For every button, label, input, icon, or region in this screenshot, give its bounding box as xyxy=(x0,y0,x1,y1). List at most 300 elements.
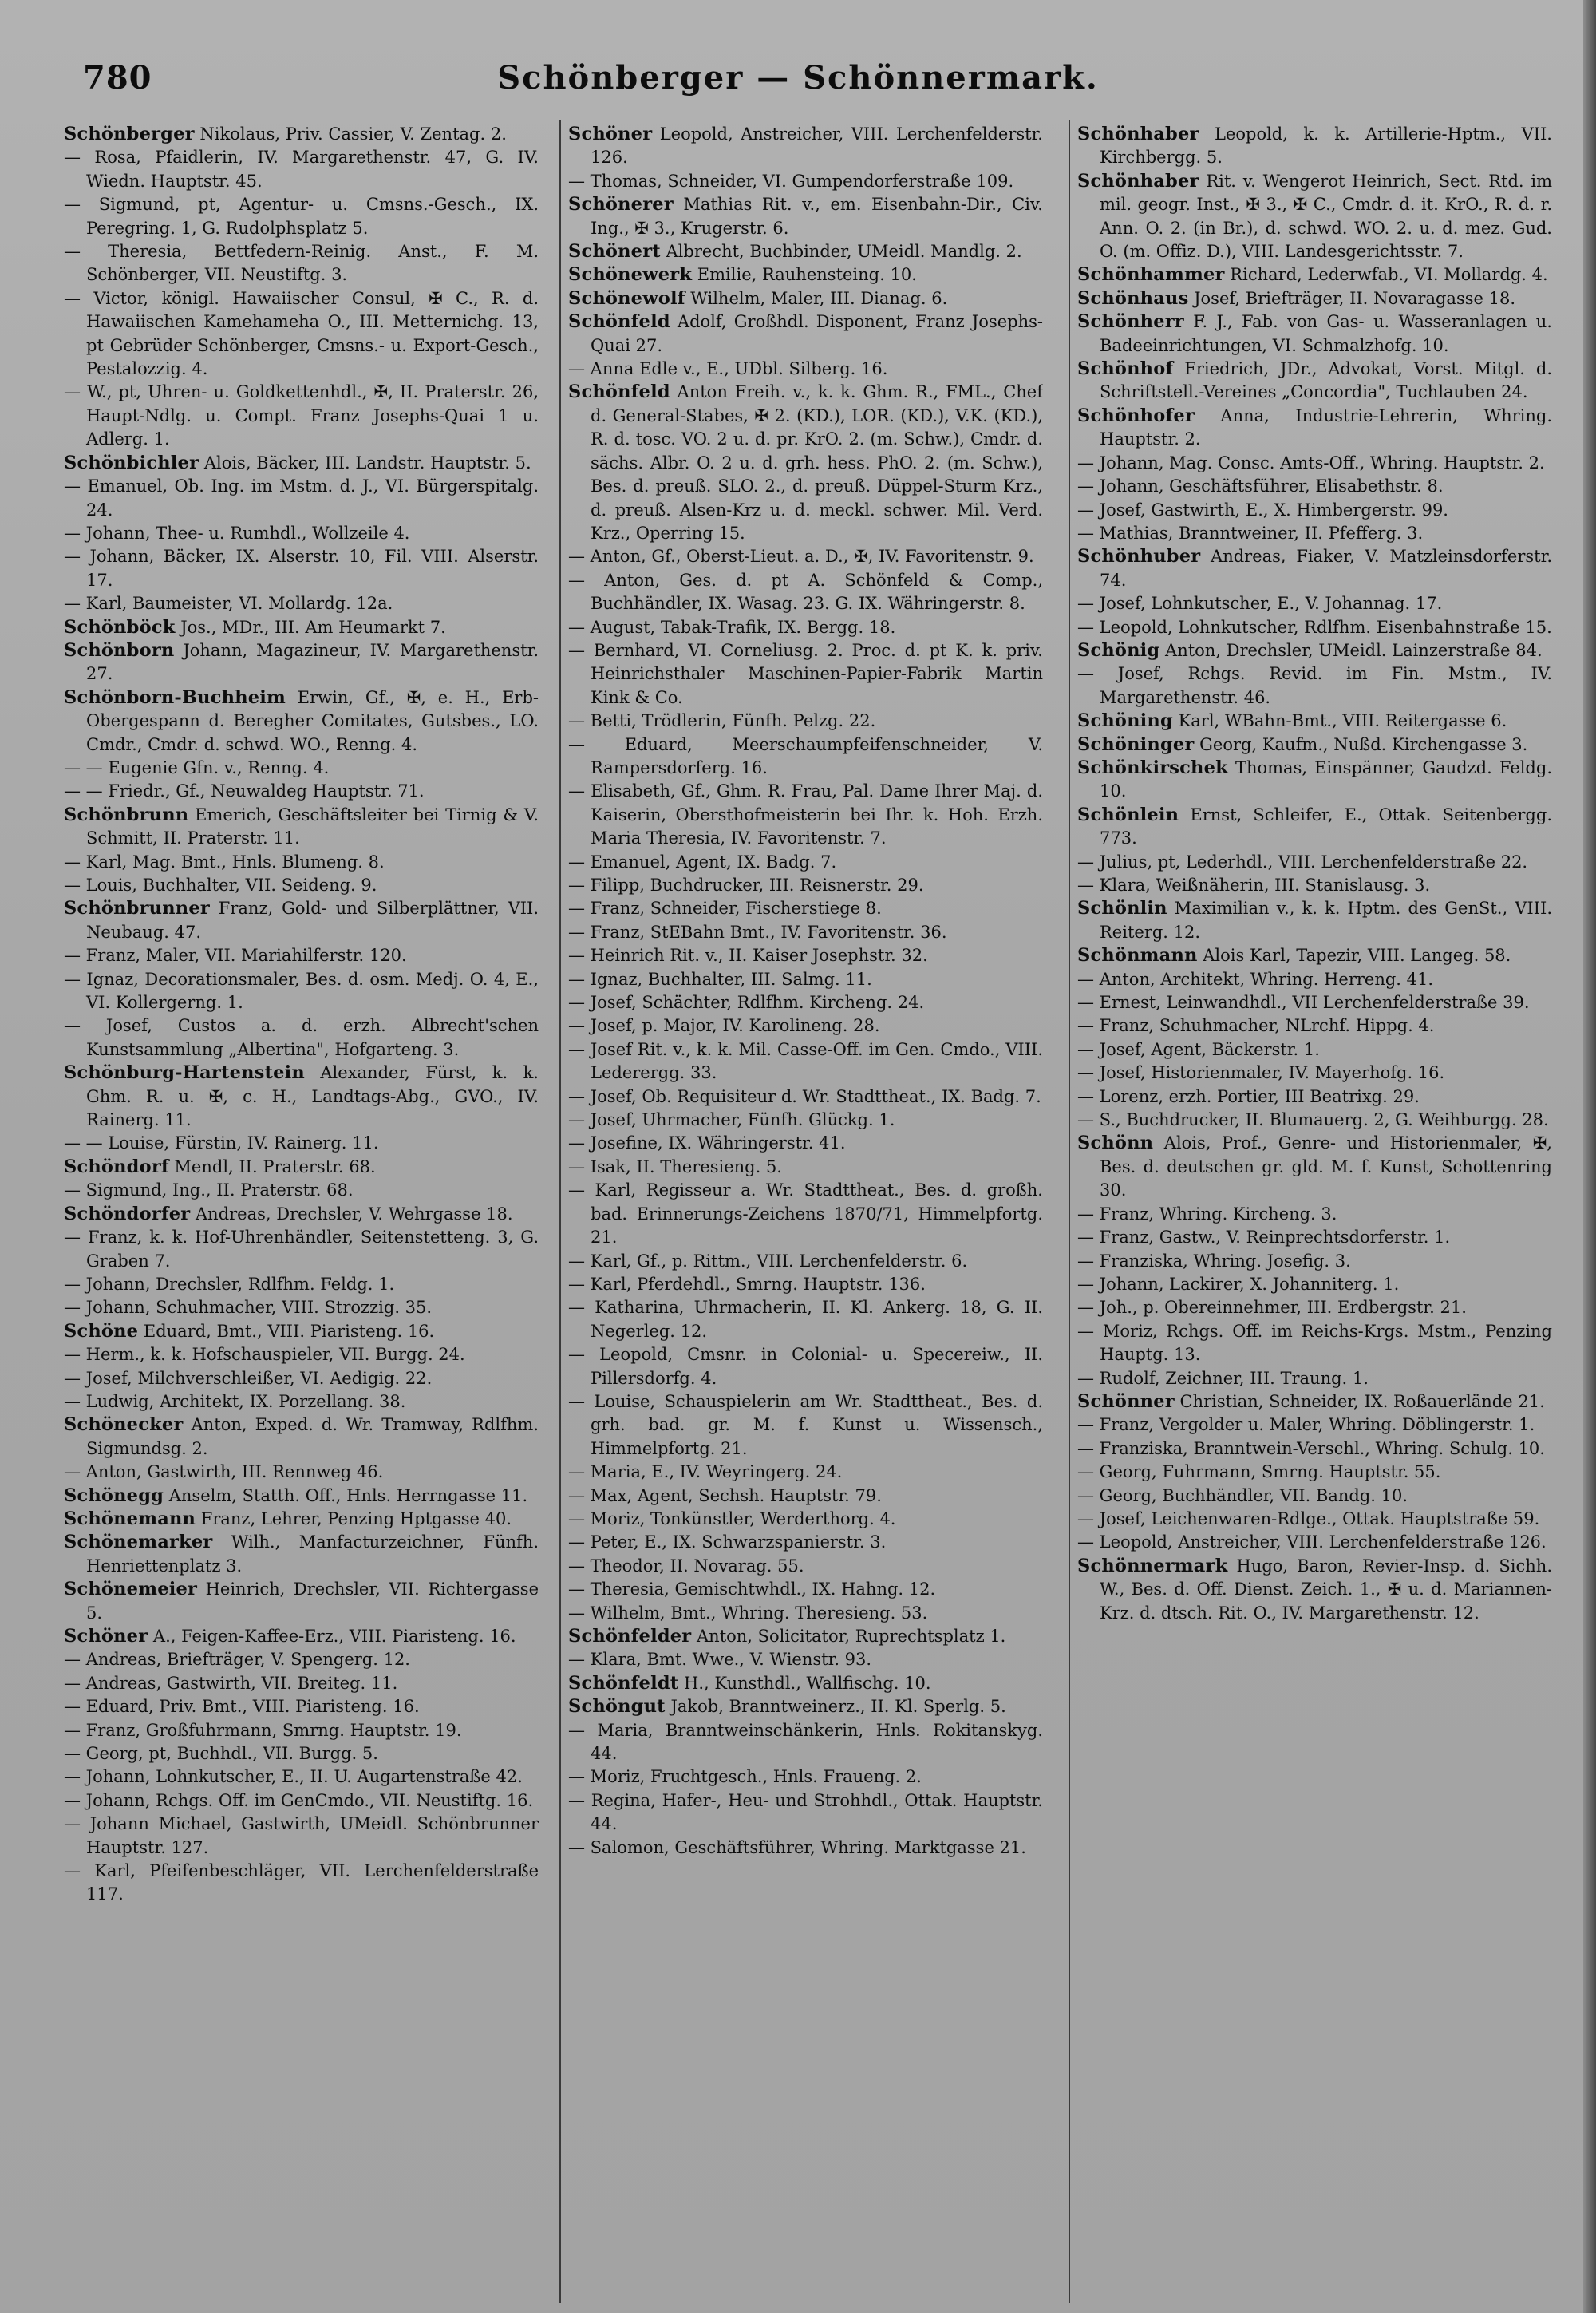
entry-details: — Johann, Thee- u. Rumhdl., Wollzeile 4. xyxy=(64,523,410,543)
directory-entry xyxy=(568,1390,1043,1461)
entry-details: — Ludwig, Architekt, IX. Porzellang. 38. xyxy=(64,1391,406,1411)
directory-entry xyxy=(568,1695,1043,1718)
directory-entry xyxy=(568,1132,1043,1155)
entry-surname: Schönfeld xyxy=(568,311,670,333)
directory-entry xyxy=(64,1226,539,1273)
entry-details: Mendl, II. Praterstr. 68. xyxy=(168,1156,376,1176)
directory-entry xyxy=(568,1625,1043,1648)
directory-entry xyxy=(64,686,539,757)
entry-details: Alois, Bäcker, III. Landstr. Hauptstr. 5. xyxy=(199,453,531,472)
entry-details: Nikolaus, Priv. Cassier, V. Zentag. 2. xyxy=(194,125,507,144)
directory-entry xyxy=(64,1719,539,1742)
entry-details: — Johann, Mag. Consc. Amts-Off., Whring. Hauptstr. 2. xyxy=(1077,453,1545,472)
entry-details: — Louise, Schauspielerin am Wr. Stadttheat., Bes. d. grh. bad. gr. M. f. Kunst u. Wissensch., Himmelpfortg. 21. xyxy=(568,1391,1043,1458)
directory-entry xyxy=(64,1320,539,1343)
entry-surname: Schönberger xyxy=(64,124,195,144)
entry-surname: Schönn xyxy=(1077,1133,1154,1154)
entry-details: — Bernhard, VI. Corneliusg. 2. Proc. d. pt K. k. priv. Heinrichsthaler Maschinen-Papier-Fabrik Martin Kink & Co. xyxy=(568,640,1043,707)
running-title: Schönberger — Schönnermark. xyxy=(497,59,1099,97)
directory-entry xyxy=(568,710,1043,733)
directory-entry xyxy=(64,780,539,803)
entry-surname: Schönemann xyxy=(64,1508,196,1529)
directory-entry xyxy=(1077,1085,1552,1109)
directory-column-3 xyxy=(1077,123,1552,2302)
entry-details: Hugo, Baron, Revier-Insp. d. Sichh. W., Bes. d. Off. Dienst. Zeich. 1., ✠ u. d. Mariannen-Krz. d. dtsch. Rit. O., IV. Margarethenstr. 12. xyxy=(1100,1556,1552,1623)
entry-details: Andreas, Fiaker, V. Matzleinsdorferstr. 74. xyxy=(1100,547,1552,590)
page-edge-shadow xyxy=(1583,0,1596,2313)
entry-details: — Herm., k. k. Hofschauspieler, VII. Burgg. 24. xyxy=(64,1345,465,1365)
directory-entry xyxy=(64,1343,539,1366)
entry-details: — Emanuel, Ob. Ing. im Mstm. d. J., VI. Bürgerspitalg. 24. xyxy=(64,476,539,520)
entry-details: Johann, Magazineur, IV. Margarethenstr. 27. xyxy=(86,640,539,684)
entry-details: — Johann, Drechsler, Rdlfhm. Feldg. 1. xyxy=(64,1274,395,1294)
directory-entry xyxy=(568,287,1043,310)
entry-details: — Victor, königl. Hawaiischer Consul, ✠ C., R. d. Hawaiischen Kamehameha O., III. Metternichg. 13, pt Gebrüder Schönberger, Cmsns.- u. Export-Gesch., Pestalozzig. 4. xyxy=(64,288,539,379)
entry-details: — Josef, Lohnkutscher, E., V. Johannag. 17. xyxy=(1077,594,1443,614)
entry-details: — Eduard, Priv. Bmt., VIII. Piaristeng. 16. xyxy=(64,1697,420,1717)
entry-surname: Schönhaus xyxy=(1077,287,1189,309)
entry-details: — Lorenz, erzh. Portier, III Beatrixg. 29. xyxy=(1077,1086,1420,1106)
directory-entry xyxy=(568,1273,1043,1296)
directory-entry xyxy=(64,1625,539,1648)
entry-details: — Katharina, Uhrmacherin, II. Kl. Ankerg. 18, G. II. Negerleg. 12. xyxy=(568,1298,1043,1341)
directory-entry xyxy=(1077,1250,1552,1273)
directory-entry xyxy=(1077,1203,1552,1226)
directory-entry xyxy=(64,1578,539,1625)
entry-surname: Schönemeier xyxy=(64,1579,198,1600)
entry-details: — Anton, Architekt, Whring. Herreng. 41. xyxy=(1077,969,1434,989)
directory-entry xyxy=(568,1109,1043,1132)
directory-entry xyxy=(1077,1367,1552,1390)
directory-entry xyxy=(568,1531,1043,1554)
directory-entry xyxy=(1077,662,1552,710)
entry-surname: Schönhofer xyxy=(1077,405,1195,426)
directory-entry xyxy=(568,1296,1043,1343)
entry-surname: Schönegg xyxy=(64,1485,164,1506)
entry-details: — Maria, E., IV. Weyringerg. 24. xyxy=(568,1462,843,1482)
directory-entry xyxy=(1077,1531,1552,1554)
directory-entry xyxy=(568,1156,1043,1179)
entry-details: — Moriz, Rchgs. Off. im Reichs-Krgs. Mstm., Penzing Hauptg. 13. xyxy=(1077,1321,1552,1365)
entry-details: — Theresia, Bettfedern-Reinig. Anst., F. M. Schönberger, VII. Neustiftg. 3. xyxy=(64,242,539,285)
entry-details: Alois, Prof., Genre- und Historienmaler, ✠, Bes. d. deutschen gr. gld. M. f. Kunst, Schottenring 30. xyxy=(1100,1133,1552,1200)
directory-entry xyxy=(1077,1485,1552,1508)
directory-entry xyxy=(1077,968,1552,991)
directory-entry xyxy=(568,1343,1043,1390)
directory-entry xyxy=(64,146,539,193)
entry-details: Alexander, Fürst, k. k. Ghm. R. u. ✠, c. H., Landtags-Abg., GVO., IV. Rainerg. 11. xyxy=(86,1063,539,1130)
directory-entry xyxy=(64,1014,539,1062)
directory-entry xyxy=(1077,1014,1552,1038)
directory-entry xyxy=(64,1742,539,1765)
directory-entry xyxy=(1077,452,1552,475)
directory-entry xyxy=(568,1602,1043,1625)
directory-entry xyxy=(1077,874,1552,897)
directory-entry xyxy=(1077,287,1552,310)
directory-entry xyxy=(1077,1132,1552,1202)
entry-details: — Peter, E., IX. Schwarzspanierstr. 3. xyxy=(568,1532,887,1552)
entry-surname: Schönborn-Buchheim xyxy=(64,686,286,708)
entry-details: Jos., MDr., III. Am Heumarkt 7. xyxy=(175,617,446,637)
entry-details: Emerich, Geschäftsleiter bei Tirnig & V. Schmitt, II. Praterstr. 11. xyxy=(86,805,539,848)
entry-details: Anton, Exped. d. Wr. Tramway, Rdlfhm. Sigmundsg. 2. xyxy=(86,1415,539,1458)
directory-entry xyxy=(568,1461,1043,1484)
directory-entry xyxy=(64,1156,539,1179)
entry-details: H., Kunsthdl., Wallfischg. 10. xyxy=(678,1673,931,1693)
entry-details: — Josef Rit. v., k. k. Mil. Casse-Off. im Gen. Cmdo., VIII. Lederergg. 33. xyxy=(568,1039,1043,1083)
entry-details: — Moriz, Fruchtgesch., Hnls. Fraueng. 2. xyxy=(568,1767,922,1787)
entry-details: Heinrich, Drechsler, VII. Richtergasse 5. xyxy=(86,1580,539,1623)
entry-details: — W., pt, Uhren- u. Goldkettenhdl., ✠, II. Praterstr. 26, Haupt-Ndlg. u. Compt. Franz Josephs-Quai 1 u. Adlerg. 1. xyxy=(64,382,539,449)
entry-details: — Isak, II. Theresieng. 5. xyxy=(568,1156,782,1176)
entry-details: — Franz, StEBahn Bmt., IV. Favoritenstr. 36. xyxy=(568,922,947,942)
entry-surname: Schöninger xyxy=(1077,733,1195,755)
entry-surname: Schönerer xyxy=(568,194,674,215)
entry-surname: Schönfeld xyxy=(568,382,670,403)
entry-details: — Maria, Branntweinschänkerin, Hnls. Rokitanskyg. 44. xyxy=(568,1720,1043,1764)
directory-entry xyxy=(64,1508,539,1531)
entry-surname: Schönborn xyxy=(64,639,175,661)
directory-entry xyxy=(1077,123,1552,170)
entry-details: — Rosa, Pfaidlerin, IV. Margarethenstr. 47, G. IV. Wiedn. Hauptstr. 45. xyxy=(64,148,539,191)
entry-surname: Schönert xyxy=(568,241,661,263)
entry-details: — Andreas, Gastwirth, VII. Breiteg. 11. xyxy=(64,1673,398,1693)
directory-entry xyxy=(1077,263,1552,287)
entry-details: — Johann, Schuhmacher, VIII. Strozzig. 35. xyxy=(64,1298,433,1318)
directory-entry xyxy=(64,592,539,615)
directory-entry xyxy=(1077,1437,1552,1461)
entry-details: — Heinrich Rit. v., II. Kaiser Josephstr. 32. xyxy=(568,946,928,966)
entry-details: — Johann, Bäcker, IX. Alserstr. 10, Fil. VIII. Alserstr. 17. xyxy=(64,547,539,590)
directory-entry xyxy=(568,1179,1043,1249)
entry-surname: Schönnermark xyxy=(1077,1555,1228,1576)
directory-entry xyxy=(64,123,539,146)
entry-details: Ernst, Schleifer, E., Ottak. Seitenbergg. 773. xyxy=(1100,805,1552,848)
entry-details: Anselm, Statth. Off., Hnls. Herrngasse 11. xyxy=(164,1485,528,1505)
directory-entry xyxy=(64,804,539,851)
directory-entry xyxy=(64,1531,539,1578)
directory-entry xyxy=(1077,757,1552,804)
entry-details: — Joh., p. Obereinnehmer, III. Erdbergstr. 21. xyxy=(1077,1298,1467,1318)
directory-entry xyxy=(568,1719,1043,1766)
directory-entry xyxy=(568,1648,1043,1671)
entry-surname: Schönbrunn xyxy=(64,804,189,825)
entry-details: — Moriz, Tonkünstler, Werderthorg. 4. xyxy=(568,1508,896,1528)
entry-details: — Josefine, IX. Währingerstr. 41. xyxy=(568,1133,846,1153)
entry-details: — Josef, Schächter, Rdlfhm. Kircheng. 24. xyxy=(568,993,925,1013)
entry-details: — Johann, Geschäftsführer, Elisabethstr. 8. xyxy=(1077,476,1444,496)
entry-details: — Betti, Trödlerin, Fünfh. Pelzg. 22. xyxy=(568,711,876,731)
entry-details: — Georg, Fuhrmann, Smrng. Hauptstr. 55. xyxy=(1077,1462,1441,1482)
entry-surname: Schönewolf xyxy=(568,287,685,309)
entry-details: — — Louise, Fürstin, IV. Rainerg. 11. xyxy=(64,1133,379,1153)
entry-details: — Franziska, Whring. Josefig. 3. xyxy=(1077,1251,1351,1271)
directory-entry xyxy=(64,1789,539,1813)
entry-surname: Schönewerk xyxy=(568,264,693,286)
entry-details: Franz, Lehrer, Penzing Hptgasse 40. xyxy=(196,1508,512,1528)
directory-entry xyxy=(568,1789,1043,1837)
entry-surname: Schönmann xyxy=(1077,945,1198,967)
entry-details: Anton, Drechsler, UMeidl. Lainzerstraße 84. xyxy=(1159,640,1543,660)
entry-details: — Anna Edle v., E., UDbl. Silberg. 16. xyxy=(568,359,888,379)
directory-entry xyxy=(64,1390,539,1414)
directory-entry xyxy=(1077,991,1552,1014)
directory-entry xyxy=(1077,522,1552,545)
entry-surname: Schönemarker xyxy=(64,1532,213,1553)
entry-surname: Schöndorf xyxy=(64,1156,169,1177)
entry-surname: Schönhammer xyxy=(1077,264,1225,286)
entry-details: — Anton, Ges. d. pt A. Schönfeld & Comp., Buchhändler, IX. Wasag. 23. G. IX. Währingerstr. 8. xyxy=(568,570,1043,614)
directory-entry xyxy=(64,1062,539,1132)
directory-entry xyxy=(568,1014,1043,1038)
entry-details: — — Eugenie Gfn. v., Renng. 4. xyxy=(64,757,330,777)
entry-details: — Johann, Rchgs. Off. im GenCmdo., VII. Neustiftg. 16. xyxy=(64,1790,534,1810)
directory-entry xyxy=(568,358,1043,381)
entry-details: Jakob, Branntweinerz., II. Kl. Sperlg. 5. xyxy=(665,1697,1006,1717)
entry-details: — Regina, Hafer-, Heu- und Strohhdl., Ottak. Hauptstr. 44. xyxy=(568,1790,1043,1834)
entry-surname: Schönherr xyxy=(1077,311,1184,333)
directory-entry xyxy=(64,287,539,382)
entry-details: — Ignaz, Decorationsmaler, Bes. d. osm. Medj. O. 4, E., VI. Kollergerng. 1. xyxy=(64,969,539,1013)
entry-details: — Johann, Lohnkutscher, E., II. U. Augartenstraße 42. xyxy=(64,1767,523,1787)
entry-surname: Schöning xyxy=(1077,710,1173,732)
directory-column-1 xyxy=(64,123,539,2302)
column-divider xyxy=(1069,120,1070,2303)
directory-entry xyxy=(1077,310,1552,358)
directory-entry xyxy=(64,1765,539,1789)
entry-details: Rit. v. Wengerot Heinrich, Sect. Rtd. im mil. geogr. Inst., ✠ 3., ✠ C., Cmdr. d. it. KrO., R. d. r. Ann. O. 2. (in Br.), d. schwd. WO. 2. u. d. mez. Gud. O. (m. Offiz. D.), VIII. Landesgerichtsstr. 7. xyxy=(1100,171,1552,262)
directory-entry xyxy=(568,170,1043,193)
entry-details: — Filipp, Buchdrucker, III. Reisnerstr. 29. xyxy=(568,876,924,895)
entry-details: A., Feigen-Kaffee-Erz., VIII. Piaristeng. 16. xyxy=(148,1627,516,1646)
entry-details: Maximilian v., k. k. Hptm. des GenSt., VIII. Reiterg. 12. xyxy=(1100,899,1552,942)
directory-entry xyxy=(568,310,1043,358)
entry-surname: Schöne xyxy=(64,1320,139,1342)
entry-details: — Karl, Gf., p. Rittm., VIII. Lerchenfelderstr. 6. xyxy=(568,1251,968,1271)
entry-surname: Schönecker xyxy=(64,1414,184,1436)
entry-details: Josef, Briefträger, II. Novaragasse 18. xyxy=(1188,288,1516,308)
entry-surname: Schönig xyxy=(1077,639,1160,661)
directory-entry xyxy=(1077,1296,1552,1319)
entry-details: — Ernest, Leinwandhdl., VII Lerchenfelderstraße 39. xyxy=(1077,993,1530,1013)
entry-surname: Schöner xyxy=(568,124,653,144)
directory-entry xyxy=(1077,733,1552,757)
directory-entry xyxy=(64,944,539,967)
directory-entry xyxy=(1077,592,1552,615)
entry-details: Mathias Rit. v., em. Eisenbahn-Dir., Civ. Ing., ✠ 3., Krugerstr. 6. xyxy=(591,195,1043,238)
entry-surname: Schönfeldt xyxy=(568,1672,679,1694)
entry-details: — Emanuel, Agent, IX. Badg. 7. xyxy=(568,852,837,872)
entry-details: — Julius, pt, Lederhdl., VIII. Lerchenfelderstraße 22. xyxy=(1077,852,1528,872)
entry-details: — Franz, Schuhmacher, NLrchf. Hippg. 4. xyxy=(1077,1016,1435,1036)
entry-details: — Anton, Gf., Oberst-Lieut. a. D., ✠, IV. Favoritenstr. 9. xyxy=(568,547,1034,567)
directory-entry xyxy=(1077,639,1552,662)
directory-entry xyxy=(568,193,1043,240)
entry-details: — Sigmund, Ing., II. Praterstr. 68. xyxy=(64,1180,354,1200)
directory-entry xyxy=(1077,616,1552,639)
directory-entry xyxy=(64,616,539,639)
entry-surname: Schöngut xyxy=(568,1696,666,1718)
entry-details: — Andreas, Briefträger, V. Spengerg. 12. xyxy=(64,1650,410,1670)
entry-details: — Franz, k. k. Hof-Uhrenhändler, Seitenstetteng. 3, G. Graben 7. xyxy=(64,1228,539,1271)
entry-surname: Schöner xyxy=(64,1626,148,1647)
directory-entry xyxy=(568,1837,1043,1860)
entry-details: F. J., Fab. von Gas- u. Wasseranlagen u. Badeeinrichtungen, VI. Schmalzhofg. 10. xyxy=(1100,312,1552,355)
entry-details: Wilh., Manfacturzeichner, Fünfh. Henriettenplatz 3. xyxy=(86,1532,539,1576)
directory-entry xyxy=(64,1695,539,1718)
entry-details: Christian, Schneider, IX. Roßauerlände 21. xyxy=(1174,1391,1545,1411)
directory-entry xyxy=(568,1672,1043,1695)
directory-entry xyxy=(568,1578,1043,1601)
entry-details: — Elisabeth, Gf., Ghm. R. Frau, Pal. Dame Ihrer Maj. d. Kaiserin, Obersthofmeisterin bei Ihr. k. Hoh. Erzh. Maria Theresia, IV. Favoritenstr. 7. xyxy=(568,781,1043,848)
directory-entry xyxy=(64,522,539,545)
directory-entry xyxy=(64,1813,539,1860)
entry-details: — Franz, Maler, VII. Mariahilferstr. 120. xyxy=(64,946,407,966)
entry-details: — S., Buchdrucker, II. Blumauerg. 2, G. Weihburgg. 28. xyxy=(1077,1110,1549,1130)
directory-entry xyxy=(64,1461,539,1484)
entry-details: — Theresia, Gemischtwhdl., IX. Hahng. 12. xyxy=(568,1580,936,1599)
directory-entry xyxy=(568,944,1043,967)
directory-entry xyxy=(568,921,1043,944)
directory-entry xyxy=(1077,1062,1552,1085)
directory-entry xyxy=(1077,545,1552,592)
directory-entry xyxy=(568,381,1043,545)
page-number: 780 xyxy=(83,59,152,97)
directory-entry xyxy=(1077,1109,1552,1132)
entry-surname: Schönlin xyxy=(1077,898,1167,919)
entry-details: — Josef, Gastwirth, E., X. Himbergerstr. 99. xyxy=(1077,500,1448,520)
directory-entry xyxy=(568,1485,1043,1508)
entry-details: — Klara, Weißnäherin, III. Stanislausg. 3. xyxy=(1077,876,1431,895)
entry-details: — — Friedr., Gf., Neuwaldeg Hauptstr. 71. xyxy=(64,781,425,801)
entry-details: — Leopold, Anstreicher, VIII. Lerchenfelderstraße 126. xyxy=(1077,1532,1547,1552)
entry-surname: Schönhaber xyxy=(1077,170,1199,192)
entry-details: — Sigmund, pt, Agentur- u. Cmsns.-Gesch., IX. Peregring. 1, G. Rudolphsplatz 5. xyxy=(64,195,539,238)
directory-entry xyxy=(64,1273,539,1296)
directory-entry xyxy=(568,968,1043,991)
directory-entry xyxy=(1077,1226,1552,1249)
entry-surname: Schönbichler xyxy=(64,452,200,473)
entry-details: Andreas, Drechsler, V. Wehrgasse 18. xyxy=(190,1204,513,1224)
entry-details: — Josef, Ob. Requisiteur d. Wr. Stadttheat., IX. Badg. 7. xyxy=(568,1086,1041,1106)
entry-details: — Josef, Rchgs. Revid. im Fin. Mstm., IV. Margarethenstr. 46. xyxy=(1077,664,1552,707)
entry-details: Anna, Industrie-Lehrerin, Whring. Hauptstr. 2. xyxy=(1100,405,1552,449)
entry-details: Wilhelm, Maler, III. Dianag. 6. xyxy=(685,288,948,308)
entry-details: — Eduard, Meerschaumpfeifenschneider, V. Rampersdorferg. 16. xyxy=(568,734,1043,777)
directory-entry xyxy=(64,545,539,592)
entry-details: — Georg, pt, Buchhdl., VII. Burgg. 5. xyxy=(64,1744,378,1764)
entry-details: — Mathias, Branntweiner, II. Pfefferg. 3. xyxy=(1077,523,1424,543)
entry-details: — Josef, Leichenwaren-Rdlge., Ottak. Hauptstraße 59. xyxy=(1077,1508,1540,1528)
directory-entry xyxy=(64,1648,539,1671)
directory-entry xyxy=(568,263,1043,287)
directory-entry xyxy=(64,897,539,944)
directory-entry xyxy=(64,1367,539,1390)
entry-surname: Schönburg-Hartenstein xyxy=(64,1062,305,1084)
directory-entry xyxy=(568,780,1043,850)
entry-surname: Schönbrunner xyxy=(64,898,210,919)
directory-entry xyxy=(1077,897,1552,944)
entry-details: — Karl, Regisseur a. Wr. Stadttheat., Bes. d. großh. bad. Erinnerungs-Zeichens 1870/71, Himmelpfortg. 21. xyxy=(568,1180,1043,1247)
entry-details: — Leopold, Lohnkutscher, Rdlfhm. Eisenbahnstraße 15. xyxy=(1077,617,1552,637)
entry-details: — Josef, p. Major, IV. Karolineng. 28. xyxy=(568,1016,880,1036)
directory-entry xyxy=(64,1860,539,1907)
directory-entry xyxy=(64,1203,539,1226)
directory-entry xyxy=(568,1508,1043,1531)
directory-entry xyxy=(1077,1273,1552,1296)
entry-details: Erwin, Gf., ✠, e. H., Erb-Obergespann d. Beregher Comitates, Gutsbes., LO. Cmdr., Cmdr. d. schwd. WO., Renng. 4. xyxy=(86,687,539,754)
entry-details: — Max, Agent, Sechsh. Hauptstr. 79. xyxy=(568,1485,882,1505)
entry-details: — Theodor, II. Novarag. 55. xyxy=(568,1556,804,1576)
directory-entry xyxy=(568,851,1043,874)
entry-details: — Karl, Baumeister, VI. Mollardg. 12a. xyxy=(64,594,393,614)
directory-entry xyxy=(568,545,1043,568)
entry-details: — Franz, Großfuhrmann, Smrng. Hauptstr. 19. xyxy=(64,1720,462,1740)
directory-entry xyxy=(1077,1555,1552,1625)
entry-surname: Schönfelder xyxy=(568,1626,692,1647)
entry-details: Albrecht, Buchbinder, UMeidl. Mandlg. 2. xyxy=(660,242,1022,262)
directory-entry xyxy=(1077,944,1552,967)
entry-details: — Josef, Agent, Bäckerstr. 1. xyxy=(1077,1039,1320,1059)
directory-entry xyxy=(64,1414,539,1461)
entry-details: — Josef, Custos a. d. erzh. Albrecht'schen Kunstsammlung „Albertina", Hofgarteng. 3. xyxy=(64,1016,539,1059)
entry-surname: Schönhof xyxy=(1077,358,1174,380)
entry-details: Adolf, Großhdl. Disponent, Franz Josephs-Quai 27. xyxy=(591,312,1043,355)
entry-details: — Leopold, Cmsnr. in Colonial- u. Specereiw., II. Pillersdorfg. 4. xyxy=(568,1345,1043,1388)
directory-entry xyxy=(568,123,1043,170)
entry-details: Richard, Lederwfab., VI. Mollardg. 4. xyxy=(1224,265,1548,285)
entry-surname: Schönlein xyxy=(1077,804,1179,825)
directory-entry xyxy=(1077,804,1552,851)
directory-entry xyxy=(568,1250,1043,1273)
entry-surname: Schönhaber xyxy=(1077,124,1199,144)
entry-details: Anton Freih. v., k. k. Ghm. R., FML., Chef d. General-Stabes, ✠ 2. (KD.), LOR. (KD.), V.K. (KD.), R. d. tosc. VO. 2 u. d. pr. KrO. 2. (m. Schw.), Cmdr. d. sächs. Albr. O. 2 u. d. grh. hess. PhO. 2. (m. Schw.), Bes. d. preuß. SLO. 2., d. preuß. Düppel-Sturm Krz., d. preuß. Alsen-Krz u. d. meckl. schwer. Mil. Verd. Krz., Operring 15. xyxy=(591,382,1043,543)
entry-surname: Schöndorfer xyxy=(64,1203,191,1224)
column-divider xyxy=(559,120,561,2303)
directory-entry xyxy=(1077,1390,1552,1414)
entry-details: — Wilhelm, Bmt., Whring. Theresieng. 53. xyxy=(568,1603,928,1623)
directory-entry xyxy=(568,1555,1043,1578)
entry-details: — Karl, Pfeifenbeschläger, VII. Lerchenfelderstraße 117. xyxy=(64,1861,539,1904)
directory-entry xyxy=(568,897,1043,920)
entry-details: Anton, Solicitator, Ruprechtsplatz 1. xyxy=(691,1627,1006,1646)
entry-details: — August, Tabak-Trafik, IX. Bergg. 18. xyxy=(568,617,896,637)
entry-surname: Schönkirschek xyxy=(1077,757,1228,778)
directory-entry xyxy=(64,968,539,1015)
entry-surname: Schönner xyxy=(1077,1390,1175,1412)
entry-details: — Ignaz, Buchhalter, III. Salmg. 11. xyxy=(568,969,872,989)
directory-entry xyxy=(568,1085,1043,1109)
entry-details: Alois Karl, Tapezir, VIII. Langeg. 58. xyxy=(1197,946,1511,966)
directory-entry xyxy=(568,991,1043,1014)
directory-entry xyxy=(1077,1038,1552,1062)
entry-details: — Karl, Mag. Bmt., Hnls. Blumeng. 8. xyxy=(64,852,385,872)
entry-details: — Franz, Vergolder u. Maler, Whring. Döblingerstr. 1. xyxy=(1077,1415,1535,1435)
directory-column-2 xyxy=(568,123,1043,2302)
entry-details: — Johann Michael, Gastwirth, UMeidl. Schönbrunner Hauptstr. 127. xyxy=(64,1814,539,1857)
entry-details: — Georg, Buchhändler, VII. Bandg. 10. xyxy=(1077,1485,1408,1505)
entry-surname: Schönböck xyxy=(64,616,176,638)
directory-entry xyxy=(568,616,1043,639)
directory-entry xyxy=(64,193,539,240)
entry-details: — Louis, Buchhalter, VII. Seideng. 9. xyxy=(64,876,377,895)
entry-details: Thomas, Einspänner, Gaudzd. Feldg. 10. xyxy=(1100,757,1552,801)
entry-details: Franz, Gold- und Silberplättner, VII. Neubaug. 47. xyxy=(86,899,539,942)
directory-entry xyxy=(1077,851,1552,874)
directory-entry xyxy=(1077,499,1552,522)
directory-entry xyxy=(1077,1414,1552,1437)
directory-entry xyxy=(64,1672,539,1695)
